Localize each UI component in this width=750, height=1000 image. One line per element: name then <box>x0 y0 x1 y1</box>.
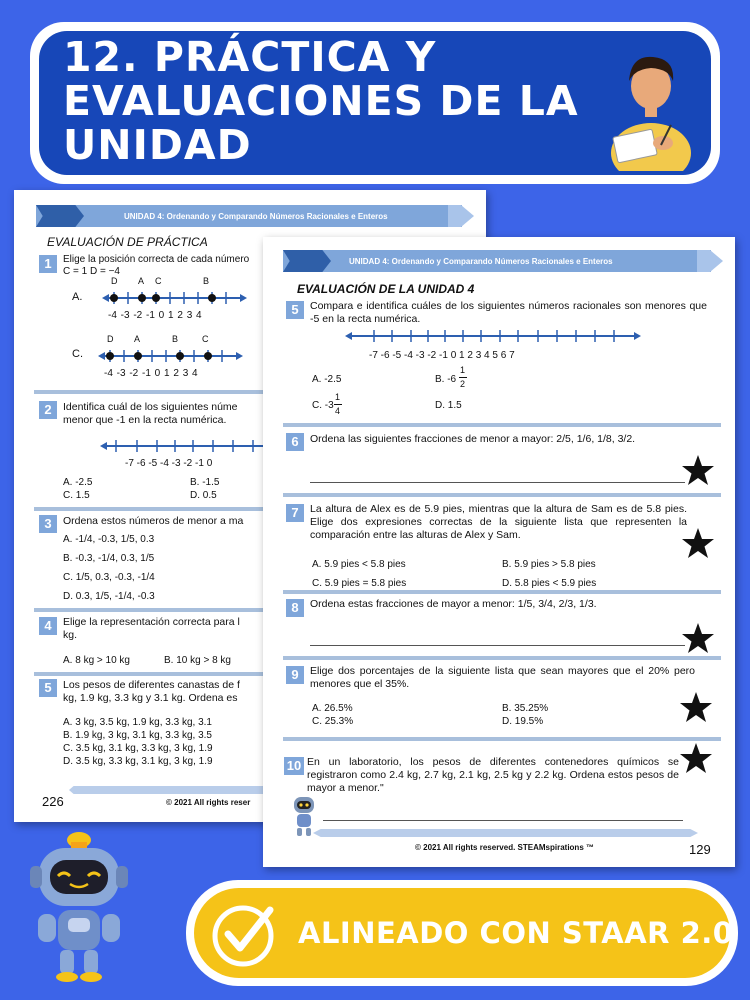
footer-copyright: © 2021 All rights reserved. STEAMspirations ™ <box>415 843 594 852</box>
question-number: 8 <box>286 599 304 617</box>
staar-badge-frame <box>186 880 738 986</box>
answer-option[interactable]: B. -1.5 <box>190 477 220 488</box>
answer-option[interactable]: C. 3.5 kg, 3.1 kg, 3.3 kg, 3 kg, 1.9 <box>63 743 213 754</box>
answer-option[interactable]: A. 8 kg > 10 kg <box>63 655 130 666</box>
super-staar-star-icon <box>681 454 715 488</box>
question-text: Compara e identifica cuáles de los siguientes números racionales son menores que -5 en la recta numérica. <box>310 300 707 325</box>
answer-option[interactable]: B. 1.9 kg, 3 kg, 3.1 kg, 3.3 kg, 3.5 <box>63 730 212 741</box>
small-robot-illustration <box>288 795 320 837</box>
staar-badge-text: ALINEADO CON STAAR 2.0 <box>298 916 734 950</box>
number-line-a <box>102 288 247 308</box>
answer-option[interactable]: C. 1.5 <box>63 490 90 501</box>
unit-banner <box>283 250 711 272</box>
number-line-c <box>98 346 243 366</box>
point-label: B <box>172 334 179 344</box>
tick-labels: -7 -6 -5 -4 -3 -2 -1 0 <box>125 458 213 469</box>
question-text: Elige la posición correcta de cada número <box>63 254 250 265</box>
question-number: 6 <box>286 433 304 451</box>
staar-badge <box>194 888 734 978</box>
fraction-denominator: 2 <box>460 379 466 389</box>
footer-copyright: © 2021 All rights reser <box>166 798 251 807</box>
divider <box>283 590 721 594</box>
question-text: En un laboratorio, los pesos de diferentes contenedores químicos se registraron como 2.4 kg, 2.7 kg, 2.1 kg, 2.5 kg y 2.2 kg. Ordena estos pesos de mayor a menor." <box>307 756 679 794</box>
question-text-cont: kg. <box>63 629 78 641</box>
answer-option[interactable]: B. -0.3, -1/4, 0.3, 1/5 <box>63 553 155 564</box>
question-number: 1 <box>39 255 57 273</box>
answer-option[interactable]: B. 35.25% <box>502 703 549 714</box>
question-text: Elige dos porcentajes de la siguiente lista que sean mayores que el 20% pero menores que el 35%. <box>310 665 695 690</box>
footer-bar <box>313 829 698 837</box>
question-number: 7 <box>286 504 304 522</box>
point-label: C <box>202 334 209 344</box>
divider <box>283 656 721 660</box>
question-number: 9 <box>286 666 304 684</box>
question-number: 3 <box>39 515 57 533</box>
answer-option[interactable]: D. 0.3, 1/5, -1/4, -0.3 <box>63 591 155 602</box>
tick-labels: -4 -3 -2 -1 0 1 2 3 4 <box>108 310 202 321</box>
fraction-numerator: 1 <box>460 365 466 375</box>
answer-option[interactable]: A. 26.5% <box>312 703 353 714</box>
question-number: 2 <box>39 401 57 419</box>
robot-mascot-illustration <box>24 832 134 982</box>
answer-option[interactable]: A. 5.9 pies < 5.8 pies <box>312 559 406 570</box>
question-text: Elige la representación correcta para l <box>63 616 240 628</box>
answer-option[interactable]: C. -3 <box>312 400 334 411</box>
question-text: Ordena las siguientes fracciones de menor a mayor: 2/5, 1/6, 1/8, 3/2. <box>310 433 636 445</box>
super-staar-star-icon <box>679 742 713 776</box>
unit-banner-text: UNIDAD 4: Ordenando y Comparando Números Racionales e Enteros <box>124 211 388 221</box>
answer-option[interactable]: A. 3 kg, 3.5 kg, 1.9 kg, 3.3 kg, 3.1 <box>63 717 212 728</box>
unit-banner-text: UNIDAD 4: Ordenando y Comparando Números Racionales e Enteros <box>349 256 613 266</box>
answer-line[interactable] <box>310 482 685 483</box>
answer-option[interactable]: A. -2.5 <box>312 374 342 385</box>
super-staar-star-icon <box>681 622 715 656</box>
answer-line[interactable] <box>310 645 685 646</box>
page-title: 12. PRÁCTICA Y EVALUACIONES DE LA UNIDAD <box>63 33 579 169</box>
answer-option[interactable]: D. 0.5 <box>190 490 217 501</box>
divider <box>283 423 721 427</box>
point-label: B <box>203 276 210 286</box>
number-line <box>345 326 641 346</box>
point-label: D <box>107 334 114 344</box>
answer-option[interactable]: C. 5.9 pies = 5.8 pies <box>312 578 407 589</box>
option-label[interactable]: C. <box>72 348 83 360</box>
question-number: 5 <box>39 679 57 697</box>
answer-option[interactable]: D. 5.8 pies < 5.9 pies <box>502 578 597 589</box>
answer-option[interactable]: C. 25.3% <box>312 716 354 727</box>
answer-option[interactable]: D. 19.5% <box>502 716 544 727</box>
answer-option[interactable]: D. 1.5 <box>435 400 462 411</box>
question-values: C = 1 D = −4 <box>63 266 120 277</box>
option-label[interactable]: A. <box>72 291 83 303</box>
fraction-numerator: 1 <box>335 392 341 402</box>
unit-assessment-page <box>263 237 735 867</box>
question-number: 10 <box>284 757 304 775</box>
divider <box>283 737 721 741</box>
point-label: A <box>134 334 141 344</box>
answer-option[interactable]: A. -1/4, -0.3, 1/5, 0.3 <box>63 534 155 545</box>
point-label: A <box>138 276 145 286</box>
answer-option[interactable]: B. -6 <box>435 374 457 385</box>
answer-option[interactable]: D. 3.5 kg, 3.3 kg, 3.1 kg, 3 kg, 1.9 <box>63 756 213 767</box>
question-number: 4 <box>39 617 57 635</box>
question-text: Ordena estas fracciones de mayor a menor: 1/5, 3/4, 2/3, 1/3. <box>310 598 597 610</box>
question-text-cont: kg, 1.9 kg, 3.3 kg y 3.1 kg. Ordena es <box>63 692 238 704</box>
question-text: La altura de Alex es de 5.9 pies, mientras que la altura de Sam es de 5.8 pies. Elige dos expresiones correctas de la siguiente lista que representen la comparación entre las alturas de Alex y Sam. <box>310 503 687 541</box>
question-text: Los pesos de diferentes canastas de f <box>63 679 240 691</box>
header-frame <box>30 22 720 184</box>
answer-option[interactable]: A. -2.5 <box>63 477 93 488</box>
answer-option[interactable]: C. 1/5, 0.3, -0.3, -1/4 <box>63 572 155 583</box>
section-title: EVALUACIÓN DE LA UNIDAD 4 <box>297 282 475 296</box>
answer-line[interactable] <box>323 820 683 821</box>
question-text: Identifica cuál de los siguientes núme <box>63 401 238 413</box>
page-number: 129 <box>689 842 711 857</box>
student-writing-illustration <box>599 41 709 171</box>
tick-labels: -7 -6 -5 -4 -3 -2 -1 0 1 2 3 4 5 6 7 <box>369 350 515 361</box>
question-text-cont: menor que -1 en la recta numérica. <box>63 414 227 426</box>
question-text: Ordena estos números de menor a ma <box>63 515 244 527</box>
answer-option[interactable]: B. 10 kg > 8 kg <box>164 655 231 666</box>
checkmark-circle-icon <box>208 896 282 970</box>
page-number: 226 <box>42 794 64 809</box>
answer-option[interactable]: B. 5.9 pies > 5.8 pies <box>502 559 596 570</box>
tick-labels: -4 -3 -2 -1 0 1 2 3 4 <box>104 368 198 379</box>
point-label: D <box>111 276 118 286</box>
divider <box>283 493 721 497</box>
fraction-denominator: 4 <box>335 406 341 416</box>
fraction-bar <box>334 404 342 405</box>
super-staar-star-icon <box>679 691 713 725</box>
header-panel <box>39 31 711 175</box>
super-staar-star-icon <box>681 527 715 561</box>
fraction-bar <box>459 377 467 378</box>
question-number: 5 <box>286 301 304 319</box>
point-label: C <box>155 276 162 286</box>
unit-banner <box>36 205 462 227</box>
section-title: EVALUACIÓN DE PRÁCTICA <box>47 235 208 249</box>
